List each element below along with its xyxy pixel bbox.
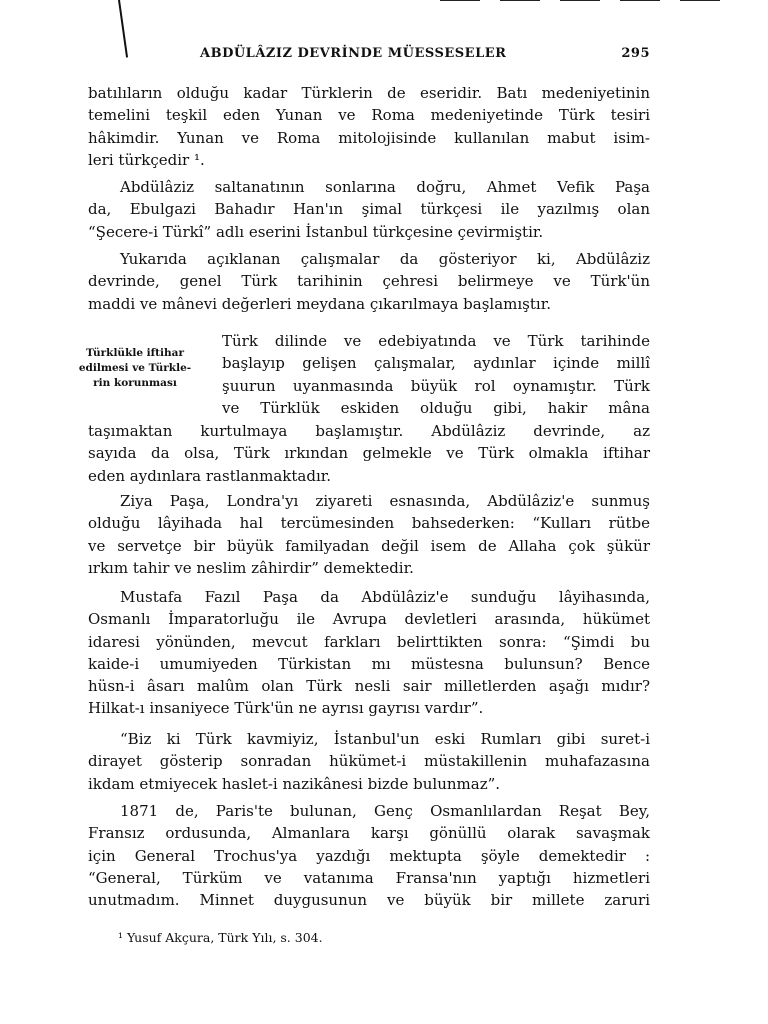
scan-artifact-line (560, 0, 600, 1)
text-line: sayıda da olsa, Türk ırkından gelmekle ve Türk olmakla iftihar (88, 444, 650, 463)
text-line: “Şecere-i Türkî” adlı eserini İstanbul türkçesine çevirmiştir. (88, 222, 544, 241)
paragraph (88, 490, 650, 579)
text-line: ve servetçe bir büyük familyadan değil isem de Allaha çok şükür (88, 536, 650, 555)
margin-note-line: rin korunması (93, 377, 177, 389)
paragraph (88, 800, 650, 911)
paragraph (88, 728, 650, 795)
scan-artifact-vertical-line (118, 0, 128, 58)
text-line: Osmanlı İmparatorluğu ile Avrupa devletleri arasında, hükümet (88, 610, 650, 629)
text-line: Yukarıda açıklanan çalışmalar da gösteriyor ki, Abdülâziz (120, 250, 650, 268)
running-header (200, 46, 650, 66)
text-line: Fransız ordusunda, Almanlara karşı gönüllü olarak savaşmak (88, 824, 650, 843)
text-line: maddi ve mânevi değerleri meydana çıkarılmaya başlamıştır. (88, 294, 551, 313)
text-line: başlayıp gelişen çalışmalar, aydınlar içinde millî (222, 354, 650, 373)
text-line: şuurun uyanmasında büyük rol oynamıştır. Türk (222, 376, 650, 395)
text-line: idaresi yönünden, mevcut farkları belirttikten sonra: “Şimdi bu (88, 632, 650, 651)
text-line: dirayet gösterip sonradan hükümet-i müstakillenin muhafazasına (88, 752, 650, 771)
text-line: batılıların olduğu kadar Türklerin de eseridir. Batı medeniyetinin (88, 84, 650, 102)
text-line: Hilkat-ı insaniyece Türk'ün ne ayrısı gayrısı vardır”. (88, 699, 484, 718)
text-line: kaide-i umumiyeden Türkistan mı müstesna bulunsun? Bence (88, 654, 650, 673)
text-line: Ziya Paşa, Londra'yı ziyareti esnasında, Abdülâziz'e sunmuş (120, 492, 650, 510)
paragraph (88, 586, 650, 720)
text-line: için General Trochus'ya yazdığı mektupta şöyle demektedir : (88, 846, 650, 865)
footnote: ¹ Yusuf Akçura, Türk Yılı, s. 304. (118, 930, 323, 945)
text-line: 1871 de, Paris'te bulunan, Genç Osmanlılardan Reşat Bey, (120, 802, 650, 820)
text-line: taşımaktan kurtulmaya başlamıştır. Abdülâziz devrinde, az (88, 422, 650, 440)
text-line: da, Ebulgazi Bahadır Han'ın şimal türkçesi ile yazılmış olan (88, 200, 650, 219)
text-line: devrinde, genel Türk tarihinin çehresi belirmeye ve Türk'ün (88, 272, 650, 291)
text-line: “General, Türküm ve vatanıma Fransa'nın yaptığı hizmetleri (88, 868, 650, 887)
text-line: Türk dilinde ve edebiyatında ve Türk tarihinde (222, 332, 650, 350)
text-line: leri türkçedir ¹. (88, 150, 205, 169)
paragraph-continuation (88, 420, 650, 487)
text-line: hâkimdir. Yunan ve Roma mitolojisinde kullanılan mabut isim- (88, 128, 650, 147)
text-line: ırkım tahir ve neslim zâhirdir” demektedir. (88, 558, 414, 577)
paragraph-beside-note (222, 330, 650, 419)
text-line: Abdülâziz saltanatının sonlarına doğru, Ahmet Vefik Paşa (120, 178, 650, 196)
paragraph (88, 248, 650, 315)
scan-artifact-line (500, 0, 540, 1)
paragraph (88, 176, 650, 243)
page-number: 295 (621, 46, 650, 61)
scan-artifact-line (440, 0, 480, 1)
text-line: temelini teşkil eden Yunan ve Roma medeniyetinde Türk tesiri (88, 106, 650, 125)
text-line: Mustafa Fazıl Paşa da Abdülâziz'e sunduğu lâyihasında, (120, 588, 650, 606)
paragraph-continuation (88, 82, 650, 171)
running-title: ABDÜLÂZIZ DEVRİNDE MÜESSESELER (200, 46, 507, 61)
text-line: ve Türklük eskiden olduğu gibi, hakir mâna (222, 398, 650, 417)
text-line: unutmadım. Minnet duygusunun ve büyük bir millete zaruri (88, 891, 650, 910)
text-line: eden aydınlara rastlanmaktadır. (88, 466, 332, 485)
text-line: olduğu lâyihada hal tercümesinden bahsederken: “Kulları rütbe (88, 514, 650, 533)
scan-artifact-line (620, 0, 660, 1)
margin-note-line: Türklükle iftihar (86, 347, 184, 359)
scan-artifact-line (680, 0, 720, 1)
text-line: hüsn-i âsarı malûm olan Türk nesli sair milletlerden aşağı mıdır? (88, 677, 650, 696)
margin-note-line: edilmesi ve Türkle- (78, 362, 192, 374)
margin-note (60, 346, 210, 391)
text-line: “Biz ki Türk kavmiyiz, İstanbul'un eski Rumları gibi suret-i (120, 730, 650, 748)
text-line: ikdam etmiyecek haslet-i nazikânesi bizde bulunmaz”. (88, 774, 501, 793)
